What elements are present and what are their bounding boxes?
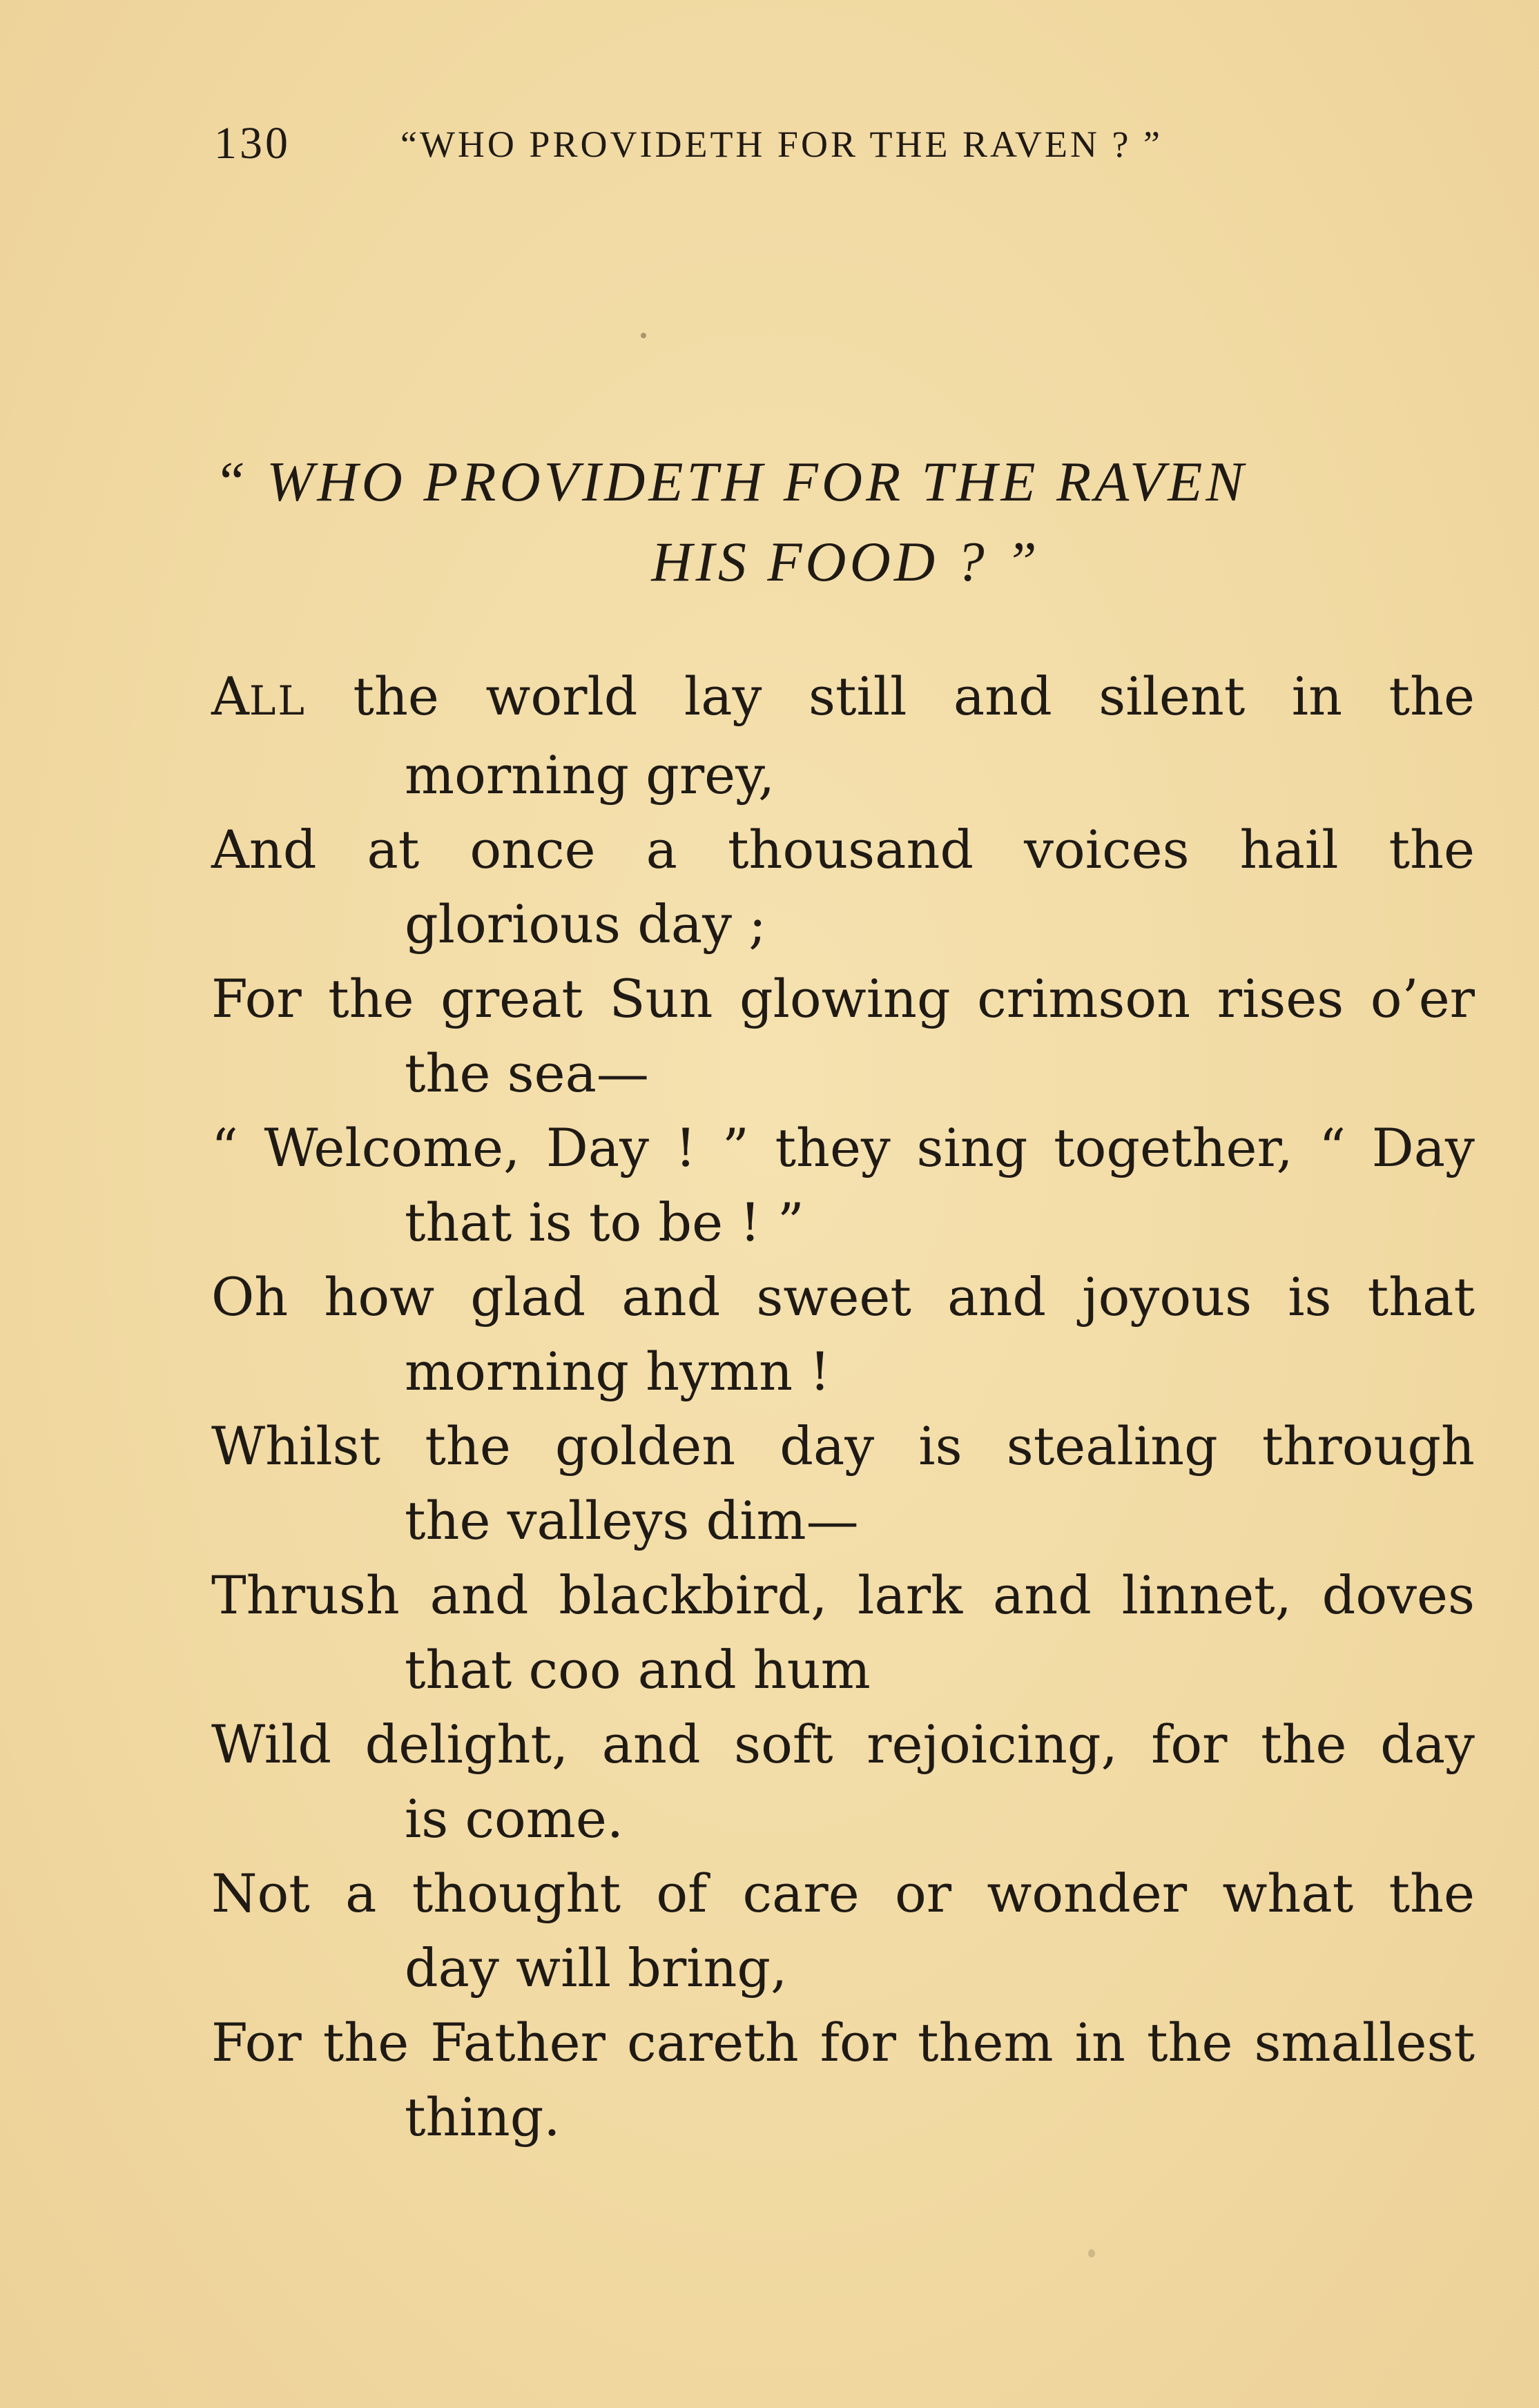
poem-line: Whilst the golden day is stealing through	[211, 1415, 1475, 1477]
poem-line-continuation: that coo and hum	[405, 1639, 871, 1700]
poem-line-continuation: morning hymn !	[405, 1341, 831, 1402]
poem-line	[211, 659, 1475, 738]
poem-line-continuation: the sea—	[405, 1042, 649, 1104]
opening-initial: A	[211, 666, 249, 727]
poem-line-continuation: glorious day ;	[405, 893, 766, 955]
poem-body	[211, 659, 1475, 2155]
running-title: “WHO PROVIDETH FOR THE RAVEN ? ”	[400, 124, 1163, 165]
poem-line-continuation: that is to be ! ”	[405, 1192, 804, 1253]
poem-line-continuation: is come.	[405, 1788, 623, 1849]
poem-line-text: the world lay still and silent in the	[353, 666, 1475, 727]
poem-title-line-2: HIS FOOD ? ”	[651, 530, 1040, 593]
page-number: 130	[214, 118, 291, 168]
poem-line: And at once a thousand voices hail the	[211, 819, 1475, 880]
paper-speck	[1088, 2249, 1095, 2258]
running-head	[214, 117, 1388, 173]
poem-line-continuation: morning grey,	[405, 744, 775, 806]
poem-title-line-1: “ WHO PROVIDETH FOR THE RAVEN	[214, 450, 1248, 513]
poem-line: Wild delight, and soft rejoicing, for the day	[211, 1713, 1475, 1775]
poem-line-continuation: thing.	[405, 2086, 561, 2148]
poem-line: “ Welcome, Day ! ” they sing together, “ Day	[211, 1117, 1475, 1178]
small-caps-opening	[211, 666, 307, 727]
poem-line-continuation: day will bring,	[405, 1937, 788, 1999]
poem-title	[214, 442, 1478, 602]
poem-line: For the great Sun glowing crimson rises o’er	[211, 968, 1475, 1029]
poem-line: Thrush and blackbird, lark and linnet, doves	[211, 1564, 1475, 1626]
poem-line-continuation: the valleys dim—	[405, 1490, 859, 1551]
poem-line: For the Father careth for them in the smallest	[211, 2012, 1475, 2073]
poem-line: Not a thought of care or wonder what the	[211, 1863, 1475, 1924]
opening-small-caps: LL	[249, 677, 307, 724]
poem-line: Oh how glad and sweet and joyous is that	[211, 1266, 1475, 1328]
paper-speck	[641, 333, 646, 338]
